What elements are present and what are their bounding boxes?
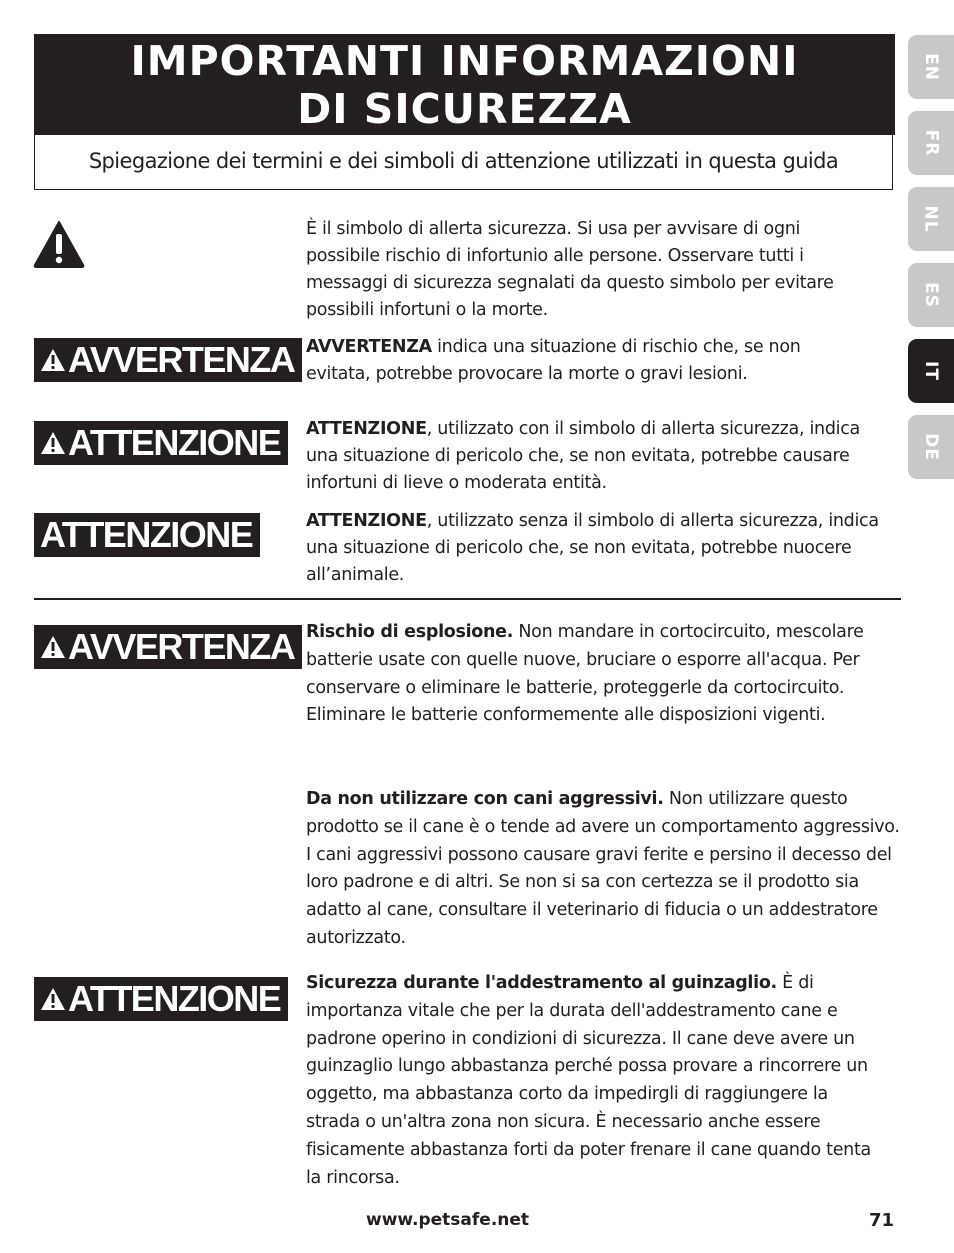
page-number: 71: [869, 1210, 895, 1231]
attenzione-symbol-definition: [306, 416, 876, 497]
attenzione-warning-label: [34, 977, 288, 1021]
section-divider: [34, 598, 901, 600]
tab-de[interactable]: [908, 415, 954, 479]
page-title-line1: IMPORTANTI INFORMAZIONI: [130, 36, 799, 85]
attenzione-symbol-definition-bold: ATTENZIONE: [306, 419, 427, 439]
avvertenza-label: [34, 338, 302, 382]
tab-it[interactable]: [908, 339, 954, 403]
aggressive-dogs-warning: [306, 786, 901, 953]
avvertenza-warning-label-text: AVVERTENZA: [68, 626, 295, 667]
tab-es-label: ES: [920, 282, 941, 308]
page-subtitle: Spiegazione dei termini e dei simboli di attenzione utilizzati in questa guida: [34, 133, 893, 190]
attenzione-symbol-label: [34, 421, 288, 465]
leash-training-warning-bold: Sicurezza durante l'addestramento al guinzaglio.: [306, 973, 777, 993]
tab-es[interactable]: [908, 263, 954, 327]
safety-alert-icon: [33, 220, 85, 272]
attenzione-plain-label: ATTENZIONE: [34, 513, 260, 557]
warning-triangle-icon: [40, 635, 66, 659]
footer-url-link[interactable]: www.petsafe.net: [366, 1210, 530, 1230]
warning-triangle-icon: [40, 348, 66, 372]
explosion-warning-bold: Rischio di esplosione.: [306, 622, 514, 642]
attenzione-plain-definition: [306, 508, 881, 589]
aggressive-dogs-warning-text: Non utilizzare questo prodotto se il cane è o tende ad avere un comportamento aggressivo. I cani aggressivi possono causare gravi ferite e persino il decesso del loro padrone e di altri. Se non si sa con certezza se il prodotto sia adatto al cane, consultare il veterinario di fiducia o un addestratore autorizzato.: [306, 789, 900, 948]
explosion-warning-text: Non mandare in cortocircuito, mescolare batterie usate con quelle nuove, bruciare o esporre all'acqua. Per conservare o eliminare le batterie, proteggerle da cortocircuito. Eliminare le batterie conformemente alle disposizioni vigenti.: [306, 622, 864, 726]
language-tabs: [908, 35, 954, 491]
attenzione-symbol-definition-text: , utilizzato con il simbolo di allerta sicurezza, indica una situazione di pericolo che, se non evitata, potrebbe causare infortuni di lieve o moderata entità.: [306, 419, 860, 493]
avvertenza-definition-bold: AVVERTENZA: [306, 337, 432, 357]
attenzione-plain-definition-bold: ATTENZIONE: [306, 511, 427, 531]
aggressive-dogs-warning-bold: Da non utilizzare con cani aggressivi.: [306, 789, 664, 809]
warning-triangle-icon: [40, 431, 66, 455]
avvertenza-definition-text: indica una situazione di rischio che, se non evitata, potrebbe provocare la morte o gravi lesioni.: [306, 337, 801, 384]
tab-de-label: DE: [920, 433, 941, 461]
leash-training-warning-text: È di importanza vitale che per la durata dell'addestramento cane e padrone operino in condizioni di sicurezza. Il cane deve avere un guinzaglio lungo abbastanza perché possa provare a rincorrere un oggetto, ma abbastanza corto da impedirgli di raggiungere la strada o un'altra zona non sicura. È necessario anche essere fisicamente abbastanza forti da poter frenare il cane quando tenta la rincorsa.: [306, 973, 871, 1188]
tab-it-label: IT: [920, 361, 941, 381]
avvertenza-definition: [306, 334, 866, 388]
avvertenza-warning-label: [34, 625, 302, 669]
avvertenza-label-text: AVVERTENZA: [68, 339, 295, 380]
tab-en-label: EN: [921, 53, 941, 81]
attenzione-plain-definition-text: , utilizzato senza il simbolo di allerta sicurezza, indica una situazione di pericolo che, se non evitata, potrebbe nuocere all’animale.: [306, 511, 879, 585]
tab-en[interactable]: [908, 35, 954, 99]
tab-fr-label: FR: [920, 129, 941, 157]
leash-training-warning: [306, 970, 881, 1192]
page-title-box: [34, 34, 895, 135]
page-title-line2: DI SICUREZZA: [297, 84, 632, 133]
alert-symbol-definition: È il simbolo di allerta sicurezza. Si usa per avvisare di ogni possibile rischio di infortunio alle persone. Osservare tutti i messaggi di sicurezza segnalati da questo simbolo per evitare possibili infortuni o la morte.: [306, 219, 834, 320]
explosion-warning: [306, 619, 881, 730]
attenzione-warning-label-text: ATTENZIONE: [68, 978, 281, 1019]
tab-fr[interactable]: [908, 111, 954, 175]
warning-triangle-icon: [40, 987, 66, 1011]
tab-nl[interactable]: [908, 187, 954, 251]
tab-nl-label: NL: [921, 205, 941, 233]
attenzione-symbol-label-text: ATTENZIONE: [68, 422, 281, 463]
